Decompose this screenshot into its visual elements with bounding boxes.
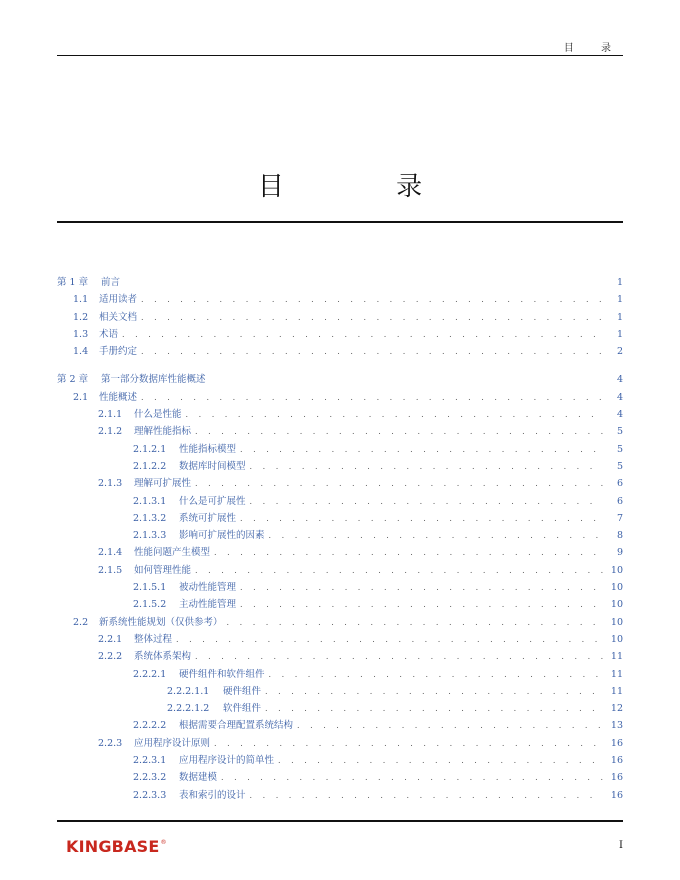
toc-chapter-entry[interactable]: [57, 371, 623, 388]
toc-entry-label[interactable]: 系统可扩展性: [179, 512, 237, 524]
toc-page-number[interactable]: 1: [616, 311, 623, 323]
toc-entry[interactable]: [57, 666, 623, 683]
toc-entry-label[interactable]: 如何管理性能: [134, 564, 192, 576]
toc-leader-dots: [141, 389, 603, 406]
toc-entry-label[interactable]: 性能指标模型: [179, 443, 237, 455]
toc-page-number[interactable]: 10: [610, 599, 623, 611]
toc-chapter-entry[interactable]: [57, 274, 623, 291]
toc-entry-label[interactable]: 整体过程: [134, 633, 173, 645]
toc-entry-label[interactable]: 理解性能指标: [134, 426, 192, 438]
toc-entry-label[interactable]: 术语: [99, 328, 119, 340]
toc-leader-dots: [240, 596, 603, 613]
page-title: 目 录: [257, 172, 475, 202]
toc-entry[interactable]: [57, 441, 623, 458]
toc-entry-label[interactable]: 硬件组件: [223, 685, 262, 697]
toc-entry[interactable]: [57, 475, 623, 492]
header-rule: [57, 55, 623, 56]
title-rule: [57, 221, 623, 223]
toc-entry-label[interactable]: 被动性能管理: [179, 582, 237, 594]
toc-entry-label[interactable]: 表和索引的设计: [179, 789, 246, 801]
toc-entry-label[interactable]: 硬件组件和软件组件: [179, 668, 265, 680]
toc-entry[interactable]: [57, 700, 623, 717]
toc-entry-number[interactable]: 2.1.1: [98, 409, 123, 421]
footer-rule: [57, 820, 623, 822]
toc-entry[interactable]: [57, 527, 623, 544]
toc-entry-number[interactable]: 2.1: [73, 391, 89, 403]
toc-entry[interactable]: [57, 458, 623, 475]
toc-leader-dots: [214, 735, 603, 752]
toc-entry[interactable]: [57, 406, 623, 423]
toc-entry[interactable]: [57, 735, 623, 752]
toc-entry-number[interactable]: 2.2.2.1: [133, 668, 167, 680]
toc-entry-label[interactable]: 第一部分数据库性能概述: [101, 374, 206, 386]
toc-leader-dots: [176, 631, 603, 648]
toc-leader-dots: [250, 493, 603, 510]
toc-page-number[interactable]: 11: [610, 685, 623, 697]
toc-entry-number[interactable]: 1.3: [73, 328, 89, 340]
running-header: 目 录: [563, 43, 623, 54]
toc-entry-label[interactable]: 影响可扩展性的因素: [179, 530, 265, 542]
toc-page-number[interactable]: 8: [616, 530, 623, 542]
toc-entry-number[interactable]: 1.1: [73, 294, 89, 306]
toc-entry-label[interactable]: 主动性能管理: [179, 599, 237, 611]
toc-entry[interactable]: [57, 291, 623, 308]
toc-page-number[interactable]: 10: [610, 633, 623, 645]
toc-leader-dots: [240, 579, 603, 596]
toc-entry-number[interactable]: 2.2.2.1.1: [167, 685, 210, 697]
toc-page-number[interactable]: 1: [616, 328, 623, 340]
toc-entry-number[interactable]: 2.1.3.1: [133, 495, 167, 507]
registered-mark: ®: [160, 839, 167, 846]
toc-page-number[interactable]: 10: [610, 564, 623, 576]
toc-entry-number[interactable]: 1.4: [73, 346, 89, 358]
toc-leader-dots: [186, 406, 603, 423]
toc-entry[interactable]: [57, 493, 623, 510]
toc-entry-label[interactable]: 应用程序设计原则: [134, 737, 211, 749]
toc-entry-number[interactable]: 2.1.5.2: [133, 599, 167, 611]
toc-entry[interactable]: [57, 717, 623, 734]
toc-entry-number[interactable]: 2.2.2.1.2: [167, 703, 210, 715]
toc-entry-number[interactable]: 2.1.2: [98, 426, 123, 438]
toc-leader-dots: [141, 309, 603, 326]
toc-page-number[interactable]: 1: [616, 277, 623, 288]
toc-page-number[interactable]: 10: [610, 616, 623, 628]
toc-leader-dots: [141, 343, 603, 360]
toc-entry[interactable]: [57, 389, 623, 406]
toc-leader-dots: [195, 475, 603, 492]
toc-page-number[interactable]: 10: [610, 582, 623, 594]
toc-page-number[interactable]: 12: [610, 703, 623, 715]
kingbase-logo: [66, 837, 167, 856]
toc-page-number[interactable]: 2: [616, 346, 623, 358]
toc-page-number[interactable]: 4: [616, 409, 623, 421]
toc-entry-label[interactable]: 数据库时间模型: [179, 460, 246, 472]
toc-page-number[interactable]: 5: [616, 443, 623, 455]
toc-page-number[interactable]: 16: [610, 772, 623, 784]
toc-entry-number[interactable]: 2.1.2.2: [133, 460, 167, 472]
toc-entry-label[interactable]: 根据需要合理配置系统结构: [179, 720, 294, 732]
toc-entry[interactable]: [57, 343, 623, 360]
toc-page-number[interactable]: 11: [610, 651, 623, 663]
toc-entry-number[interactable]: 2.1.3: [98, 478, 123, 490]
toc-entry[interactable]: [57, 631, 623, 648]
toc-page-number[interactable]: 16: [610, 789, 623, 801]
toc-entry-number[interactable]: 2.2.2.2: [133, 720, 167, 732]
page-number: I: [619, 840, 623, 851]
toc-leader-dots: [195, 423, 603, 440]
toc-entry-label[interactable]: 理解可扩展性: [134, 478, 192, 490]
toc-entry-label[interactable]: 数据建模: [179, 772, 218, 784]
toc-page-number[interactable]: 6: [616, 495, 623, 507]
toc-entry[interactable]: [57, 326, 623, 343]
toc-page-number[interactable]: 9: [616, 547, 623, 559]
toc-page-number[interactable]: 4: [616, 391, 623, 403]
toc-entry-label[interactable]: 相关文档: [99, 311, 138, 323]
toc-leader-dots: [240, 510, 603, 527]
toc-entry-label[interactable]: 什么是性能: [134, 409, 182, 421]
toc-entry[interactable]: [57, 579, 623, 596]
toc-entry-label[interactable]: 适用读者: [99, 294, 138, 306]
toc-page-number[interactable]: 5: [616, 426, 623, 438]
toc-page-number[interactable]: 5: [616, 460, 623, 472]
toc-leader-dots: [195, 648, 603, 665]
toc-leader-dots: [214, 544, 603, 561]
toc-entry[interactable]: [57, 544, 623, 561]
toc-entry-number[interactable]: 2.1.4: [98, 547, 123, 559]
toc-entry[interactable]: [57, 423, 623, 440]
toc-entry-number[interactable]: 2.1.3.2: [133, 512, 167, 524]
logo-text: KINGBASE: [66, 837, 160, 856]
toc-entry-number[interactable]: 2.1.2.1: [133, 443, 167, 455]
toc-leader-dots: [250, 458, 603, 475]
toc-entry-label[interactable]: 软件组件: [223, 703, 262, 715]
toc-leader-dots: [269, 666, 603, 683]
toc-entry-number[interactable]: 2.2.1: [98, 633, 123, 645]
toc-entry-label[interactable]: 手册约定: [99, 346, 138, 358]
toc-entry[interactable]: [57, 648, 623, 665]
toc-leader-dots: [141, 291, 603, 308]
toc-entry-number[interactable]: 2.2.3.2: [133, 772, 167, 784]
toc-entry[interactable]: [57, 752, 623, 769]
toc-entry-number[interactable]: 2.2.2: [98, 651, 123, 663]
toc-entry-number[interactable]: 2.1.5: [98, 564, 123, 576]
toc-leader-dots: [195, 562, 603, 579]
toc-leader-dots: [221, 769, 603, 786]
toc-entry-label[interactable]: 什么是可扩展性: [179, 495, 246, 507]
toc-entry-number[interactable]: 2.2.3.3: [133, 789, 167, 801]
toc-page-number[interactable]: 6: [616, 478, 623, 490]
toc-entry-number[interactable]: 2.2.3: [98, 737, 123, 749]
toc-entry-label[interactable]: 系统体系架构: [134, 651, 192, 663]
toc-entry-number[interactable]: 2.1.3.3: [133, 530, 167, 542]
toc-entry-number[interactable]: 2.2.3.1: [133, 755, 167, 767]
toc-page-number[interactable]: 16: [610, 755, 623, 767]
toc-entry-number[interactable]: 第 2 章: [57, 374, 89, 386]
toc-entry[interactable]: [57, 769, 623, 786]
toc-entry[interactable]: [57, 596, 623, 613]
toc-leader-dots: [240, 441, 603, 458]
toc-entry[interactable]: [57, 787, 623, 804]
toc-entry-label[interactable]: 性能问题产生模型: [134, 547, 211, 559]
toc-leader-dots: [227, 614, 603, 631]
toc-leader-dots: [265, 683, 603, 700]
toc-entry-label[interactable]: 前言: [101, 277, 121, 288]
toc-leader-dots: [269, 527, 603, 544]
toc-page-number[interactable]: 1: [616, 294, 623, 306]
toc-entry[interactable]: [57, 614, 623, 631]
toc-leader-dots: [278, 752, 603, 769]
toc-entry-number[interactable]: 2.1.5.1: [133, 582, 167, 594]
toc-entry-label[interactable]: 应用程序设计的简单性: [179, 755, 275, 767]
toc-entry-number[interactable]: 第 1 章: [57, 277, 89, 288]
toc-page-number[interactable]: 16: [610, 737, 623, 749]
toc-entry[interactable]: [57, 683, 623, 700]
table-of-contents: [57, 274, 623, 804]
toc-page-number[interactable]: 13: [610, 720, 623, 732]
toc-entry[interactable]: [57, 562, 623, 579]
toc-leader-dots: [297, 717, 603, 734]
toc-leader-dots: [265, 700, 603, 717]
toc-entry-number[interactable]: 1.2: [73, 311, 89, 323]
toc-page-number[interactable]: 11: [610, 668, 623, 680]
toc-leader-dots: [122, 326, 603, 343]
toc-entry[interactable]: [57, 309, 623, 326]
toc-page-number[interactable]: 4: [616, 374, 623, 386]
toc-entry[interactable]: [57, 510, 623, 527]
toc-leader-dots: [250, 787, 603, 804]
toc-entry-label[interactable]: 性能概述: [99, 391, 138, 403]
toc-page-number[interactable]: 7: [616, 512, 623, 524]
toc-entry-label[interactable]: 新系统性能规划（仅供参考）: [99, 616, 223, 628]
toc-entry-number[interactable]: 2.2: [73, 616, 89, 628]
